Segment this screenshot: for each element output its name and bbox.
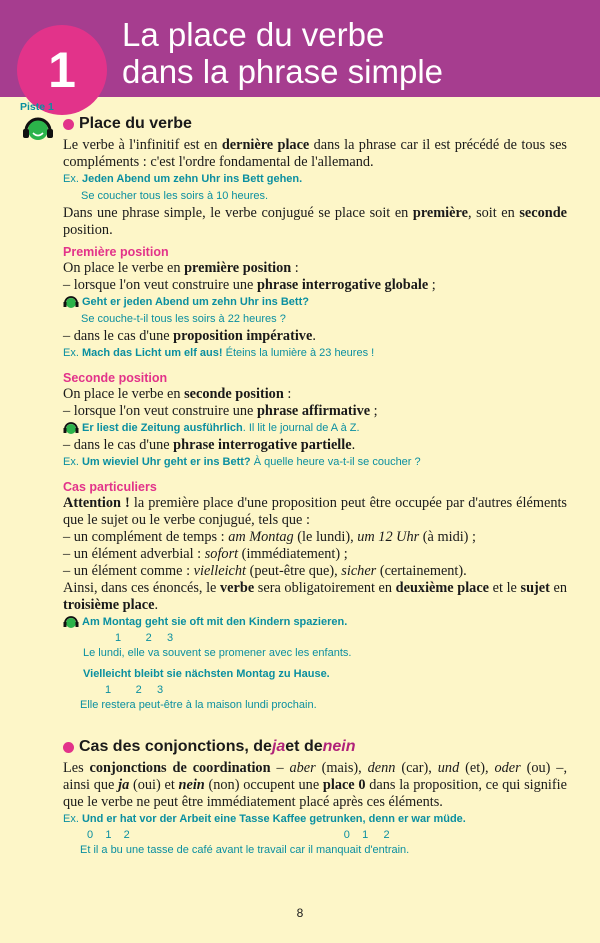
page-number: 8 <box>296 906 304 920</box>
chapter-title <box>122 16 443 90</box>
special-case-time: – un complément de temps : am Montag (le lundi), um 12 Uhr (à midi) ; <box>63 529 476 545</box>
section-title-place: Place du verbe <box>63 113 567 135</box>
example-vielleicht-translation: Elle restera peut-être à la maison lundi prochain. <box>80 699 317 711</box>
headphones-icon[interactable] <box>63 422 79 434</box>
example-und-translation: Et il a bu une tasse de café avant le travail car il manquait d'entrain. <box>80 844 410 856</box>
intro-paragraph: Le verbe à l'infinitif est en dernière place dans la phrase car il est précédé de tous ses compléments : c'est l'ordre fondamental de l'allemand. <box>63 137 567 170</box>
position-paragraph: Dans une phrase simple, le verbe conjugué se place soit en première, soit en seconde position. <box>63 205 567 238</box>
first-position-line2: – lorsque l'on veut construire une phrase interrogative globale ; <box>63 277 436 293</box>
bullet-dot-icon <box>63 742 74 753</box>
example-partial-question: Ex. Um wieviel Uhr geht er ins Bett? À quelle heure va-t-il se coucher ? <box>63 456 421 468</box>
second-position-line1: On place le verbe en seconde position : <box>63 386 292 402</box>
conjunctions-paragraph: Les conjonctions de coordination – aber (mais), denn (car), und (et), oder (ou) –, ainsi que ja (oui) et nein (non) occupent une place 0 dans la proposition, ce qui signifie que le verbe ne peut être immédiatement placé après ces éléments. <box>63 760 568 810</box>
subhead-special-cases: Cas particuliers <box>63 480 157 494</box>
example-montag-translation: Le lundi, elle va souvent se promener avec les enfants. <box>83 647 352 659</box>
headphones-icon[interactable] <box>63 296 79 308</box>
example-1: Ex. Jeden Abend um zehn Uhr ins Bett gehen. <box>63 173 303 185</box>
second-position-line3: – dans le cas d'une phrase interrogative partielle. <box>63 437 356 453</box>
special-case-adverb: – un élément adverbial : sofort (immédiatement) ; <box>63 546 348 562</box>
example-vielleicht: Vielleicht bleibt sie nächsten Montag zu Hause. <box>83 668 330 680</box>
headphones-icon[interactable] <box>22 117 54 141</box>
subhead-first-position: Première position <box>63 245 169 259</box>
example-affirmative: Er liest die Zeitung ausführlich. Il lit le journal de A à Z. <box>63 420 567 437</box>
second-position-line2: – lorsque l'on veut construire une phrase affirmative ; <box>63 403 378 419</box>
bullet-dot-icon <box>63 119 74 130</box>
first-position-line1: On place le verbe en première position : <box>63 260 299 276</box>
example-interrogative: Geht er jeden Abend um zehn Uhr ins Bett? <box>63 294 567 311</box>
example-und-positions: 0 1 2 0 1 2 <box>87 829 390 841</box>
example-und: Ex. Und er hat vor der Arbeit eine Tasse Kaffee getrunken, denn er war müde. <box>63 813 466 825</box>
first-position-line3: – dans le cas d'une proposition impérative. <box>63 328 316 344</box>
chapter-title-line2: dans la phrase simple <box>122 53 444 90</box>
example-interrogative-translation: Se couche-t-il tous les soirs à 22 heures ? <box>81 313 286 325</box>
example-imperative: Ex. Mach das Licht um elf aus! Éteins la lumière à 23 heures ! <box>63 347 375 359</box>
example-montag-positions: 1 2 3 <box>115 632 174 644</box>
subhead-second-position: Seconde position <box>63 371 168 385</box>
example-montag: Am Montag geht sie oft mit den Kindern spazieren. <box>63 614 567 631</box>
chapter-title-line1: La place du verbe <box>122 16 385 53</box>
section-title-conjunctions: Cas des conjonctions, de ja et de nein <box>63 736 567 758</box>
special-case-modal: – un élément comme : vielleicht (peut-être que), sicher (certainement). <box>63 563 467 579</box>
lesson-content <box>63 113 567 859</box>
headphones-icon[interactable] <box>63 616 79 628</box>
chapter-number-badge: 1 <box>17 25 107 115</box>
example-vielleicht-positions: 1 2 3 <box>105 684 164 696</box>
example-1-translation: Se coucher tous les soirs à 10 heures. <box>81 190 269 202</box>
special-cases-conclusion: Ainsi, dans ces énoncés, le verbe sera obligatoirement en deuxième place et le sujet en troisième place. <box>63 580 568 613</box>
special-cases-paragraph: Attention ! la première place d'une proposition peut être occupée par d'autres éléments que le sujet ou le verbe conjugué, tels que : <box>63 495 567 528</box>
audio-track-label: Piste 1 <box>20 101 54 113</box>
